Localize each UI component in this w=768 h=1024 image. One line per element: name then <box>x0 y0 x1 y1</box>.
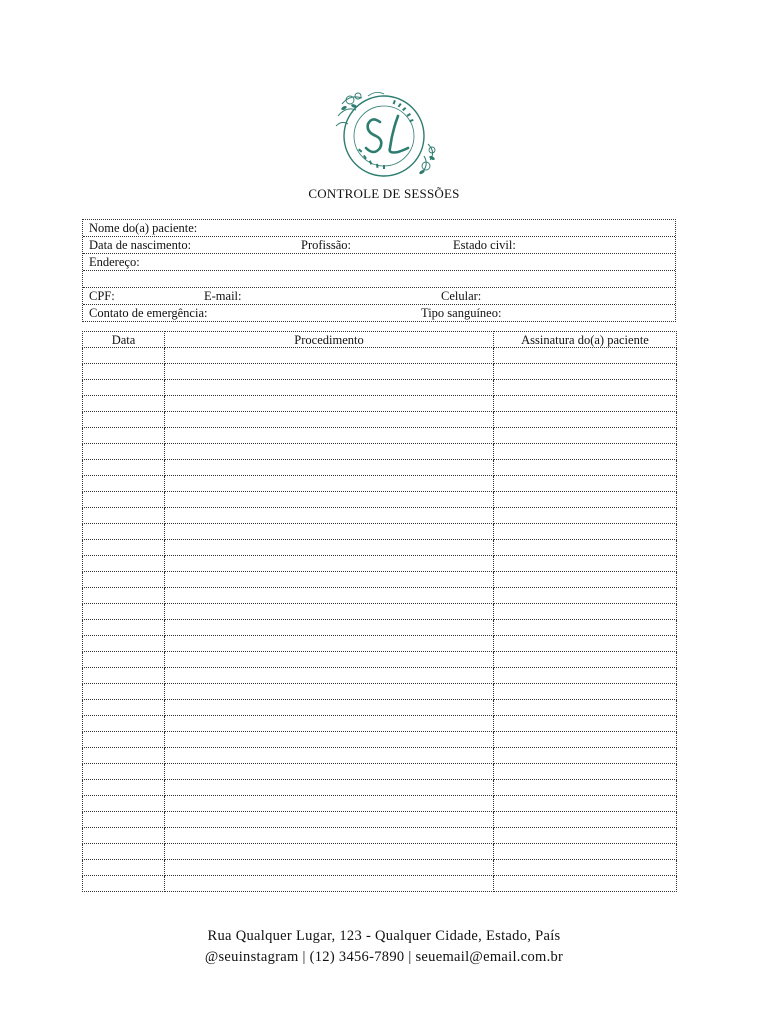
header-procedimento: Procedimento <box>165 332 494 348</box>
nome-label: Nome do(a) paciente: <box>89 221 198 235</box>
cell-procedimento[interactable] <box>165 364 494 380</box>
cell-data[interactable] <box>83 492 165 508</box>
session-row <box>83 428 677 444</box>
contato-emergencia-label: Contato de emergência: <box>89 306 208 320</box>
cell-procedimento[interactable] <box>165 492 494 508</box>
cell-assinatura[interactable] <box>494 572 677 588</box>
cell-data[interactable] <box>83 412 165 428</box>
cell-data[interactable] <box>83 780 165 796</box>
cell-procedimento[interactable] <box>165 380 494 396</box>
cell-procedimento[interactable] <box>165 476 494 492</box>
cell-procedimento[interactable] <box>165 668 494 684</box>
session-row <box>83 876 677 892</box>
session-row <box>83 396 677 412</box>
session-row <box>83 700 677 716</box>
cell-procedimento[interactable] <box>165 844 494 860</box>
cell-procedimento[interactable] <box>165 540 494 556</box>
session-row <box>83 508 677 524</box>
cell-procedimento[interactable] <box>165 860 494 876</box>
cpf-label: CPF: <box>89 289 115 303</box>
cell-data[interactable] <box>83 700 165 716</box>
session-row <box>83 412 677 428</box>
cell-assinatura[interactable] <box>494 732 677 748</box>
cell-data[interactable] <box>83 604 165 620</box>
cell-assinatura[interactable] <box>494 444 677 460</box>
cell-data[interactable] <box>83 540 165 556</box>
cell-assinatura[interactable] <box>494 476 677 492</box>
celular-label: Celular: <box>441 289 482 303</box>
cell-assinatura[interactable] <box>494 428 677 444</box>
cell-assinatura[interactable] <box>494 524 677 540</box>
form-title: CONTROLE DE SESSÕES <box>308 186 460 201</box>
sessions-header-row <box>83 332 677 348</box>
cell-assinatura[interactable] <box>494 364 677 380</box>
cell-data[interactable] <box>83 444 165 460</box>
cell-procedimento[interactable] <box>165 700 494 716</box>
email-label: E-mail: <box>204 289 242 303</box>
cell-procedimento[interactable] <box>165 588 494 604</box>
session-row <box>83 652 677 668</box>
session-row <box>83 668 677 684</box>
cell-data[interactable] <box>83 828 165 844</box>
cell-procedimento[interactable] <box>165 396 494 412</box>
cell-procedimento[interactable] <box>165 524 494 540</box>
session-row <box>83 716 677 732</box>
cell-procedimento[interactable] <box>165 812 494 828</box>
data-nascimento-label: Data de nascimento: <box>89 238 192 252</box>
endereco-label: Endereço: <box>89 255 140 269</box>
cell-procedimento[interactable] <box>165 684 494 700</box>
cell-procedimento[interactable] <box>165 572 494 588</box>
info-row-contato <box>83 288 675 305</box>
cell-data[interactable] <box>83 572 165 588</box>
cell-procedimento[interactable] <box>165 508 494 524</box>
cell-data[interactable] <box>83 716 165 732</box>
cell-procedimento[interactable] <box>165 460 494 476</box>
cell-assinatura[interactable] <box>494 716 677 732</box>
cell-data[interactable] <box>83 620 165 636</box>
cell-assinatura[interactable] <box>494 380 677 396</box>
header-assinatura: Assinatura do(a) paciente <box>494 332 677 348</box>
cell-data[interactable] <box>83 348 165 364</box>
header-data: Data <box>83 332 165 348</box>
cell-data[interactable] <box>83 636 165 652</box>
cell-assinatura[interactable] <box>494 860 677 876</box>
profissao-label: Profissão: <box>301 238 351 252</box>
cell-assinatura[interactable] <box>494 348 677 364</box>
cell-procedimento[interactable] <box>165 636 494 652</box>
session-row <box>83 604 677 620</box>
brand-logo <box>328 86 440 182</box>
cell-assinatura[interactable] <box>494 764 677 780</box>
cell-procedimento[interactable] <box>165 732 494 748</box>
cell-assinatura[interactable] <box>494 620 677 636</box>
cell-procedimento[interactable] <box>165 748 494 764</box>
cell-procedimento[interactable] <box>165 556 494 572</box>
sessions-table <box>82 331 677 892</box>
cell-assinatura[interactable] <box>494 828 677 844</box>
session-row <box>83 684 677 700</box>
patient-info-box <box>82 219 676 322</box>
info-row-endereco-extra <box>83 271 675 288</box>
cell-data[interactable] <box>83 652 165 668</box>
session-row <box>83 348 677 364</box>
session-row <box>83 540 677 556</box>
cell-data[interactable] <box>83 748 165 764</box>
cell-assinatura[interactable] <box>494 668 677 684</box>
info-row-emergencia <box>83 305 675 321</box>
cell-assinatura[interactable] <box>494 556 677 572</box>
cell-assinatura[interactable] <box>494 396 677 412</box>
cell-procedimento[interactable] <box>165 412 494 428</box>
cell-procedimento[interactable] <box>165 796 494 812</box>
session-row <box>83 444 677 460</box>
cell-data[interactable] <box>83 396 165 412</box>
cell-procedimento[interactable] <box>165 444 494 460</box>
info-row-nascimento <box>83 237 675 254</box>
cell-data[interactable] <box>83 524 165 540</box>
cell-assinatura[interactable] <box>494 588 677 604</box>
cell-procedimento[interactable] <box>165 620 494 636</box>
session-row <box>83 780 677 796</box>
session-row <box>83 588 677 604</box>
session-row <box>83 828 677 844</box>
session-row <box>83 732 677 748</box>
session-row <box>83 764 677 780</box>
footer-contact: @seuinstagram | (12) 3456-7890 | seuemail@email.com.br <box>204 949 564 965</box>
session-row <box>83 748 677 764</box>
cell-assinatura[interactable] <box>494 748 677 764</box>
session-row <box>83 572 677 588</box>
session-row <box>83 476 677 492</box>
session-row <box>83 844 677 860</box>
session-row <box>83 860 677 876</box>
session-row <box>83 620 677 636</box>
cell-procedimento[interactable] <box>165 828 494 844</box>
cell-data[interactable] <box>83 684 165 700</box>
session-row <box>83 460 677 476</box>
cell-procedimento[interactable] <box>165 764 494 780</box>
cell-assinatura[interactable] <box>494 508 677 524</box>
cell-data[interactable] <box>83 508 165 524</box>
cell-data[interactable] <box>83 364 165 380</box>
cell-assinatura[interactable] <box>494 492 677 508</box>
cell-assinatura[interactable] <box>494 700 677 716</box>
cell-data[interactable] <box>83 460 165 476</box>
session-row <box>83 556 677 572</box>
info-row-nome <box>83 220 675 237</box>
cell-assinatura[interactable] <box>494 812 677 828</box>
cell-assinatura[interactable] <box>494 876 677 892</box>
cell-assinatura[interactable] <box>494 636 677 652</box>
cell-procedimento[interactable] <box>165 428 494 444</box>
cell-data[interactable] <box>83 860 165 876</box>
session-row <box>83 796 677 812</box>
session-row <box>83 364 677 380</box>
session-row <box>83 492 677 508</box>
cell-assinatura[interactable] <box>494 604 677 620</box>
cell-assinatura[interactable] <box>494 684 677 700</box>
cell-procedimento[interactable] <box>165 348 494 364</box>
cell-data[interactable] <box>83 844 165 860</box>
cell-data[interactable] <box>83 476 165 492</box>
cell-procedimento[interactable] <box>165 604 494 620</box>
cell-assinatura[interactable] <box>494 460 677 476</box>
cell-assinatura[interactable] <box>494 652 677 668</box>
session-row <box>83 636 677 652</box>
cell-procedimento[interactable] <box>165 652 494 668</box>
cell-data[interactable] <box>83 876 165 892</box>
estado-civil-label: Estado civil: <box>453 238 516 252</box>
cell-assinatura[interactable] <box>494 540 677 556</box>
footer-address: Rua Qualquer Lugar, 123 - Qualquer Cidade, Estado, País <box>207 928 561 944</box>
info-row-endereco <box>83 254 675 271</box>
cell-data[interactable] <box>83 428 165 444</box>
cell-data[interactable] <box>83 588 165 604</box>
cell-assinatura[interactable] <box>494 844 677 860</box>
cell-data[interactable] <box>83 732 165 748</box>
cell-assinatura[interactable] <box>494 780 677 796</box>
session-row <box>83 812 677 828</box>
cell-data[interactable] <box>83 812 165 828</box>
session-row <box>83 380 677 396</box>
session-row <box>83 524 677 540</box>
cell-procedimento[interactable] <box>165 780 494 796</box>
tipo-sanguineo-label: Tipo sanguíneo: <box>421 306 502 320</box>
cell-procedimento[interactable] <box>165 716 494 732</box>
cell-assinatura[interactable] <box>494 412 677 428</box>
cell-procedimento[interactable] <box>165 876 494 892</box>
cell-data[interactable] <box>83 764 165 780</box>
cell-data[interactable] <box>83 556 165 572</box>
cell-data[interactable] <box>83 380 165 396</box>
cell-data[interactable] <box>83 668 165 684</box>
cell-assinatura[interactable] <box>494 796 677 812</box>
cell-data[interactable] <box>83 796 165 812</box>
